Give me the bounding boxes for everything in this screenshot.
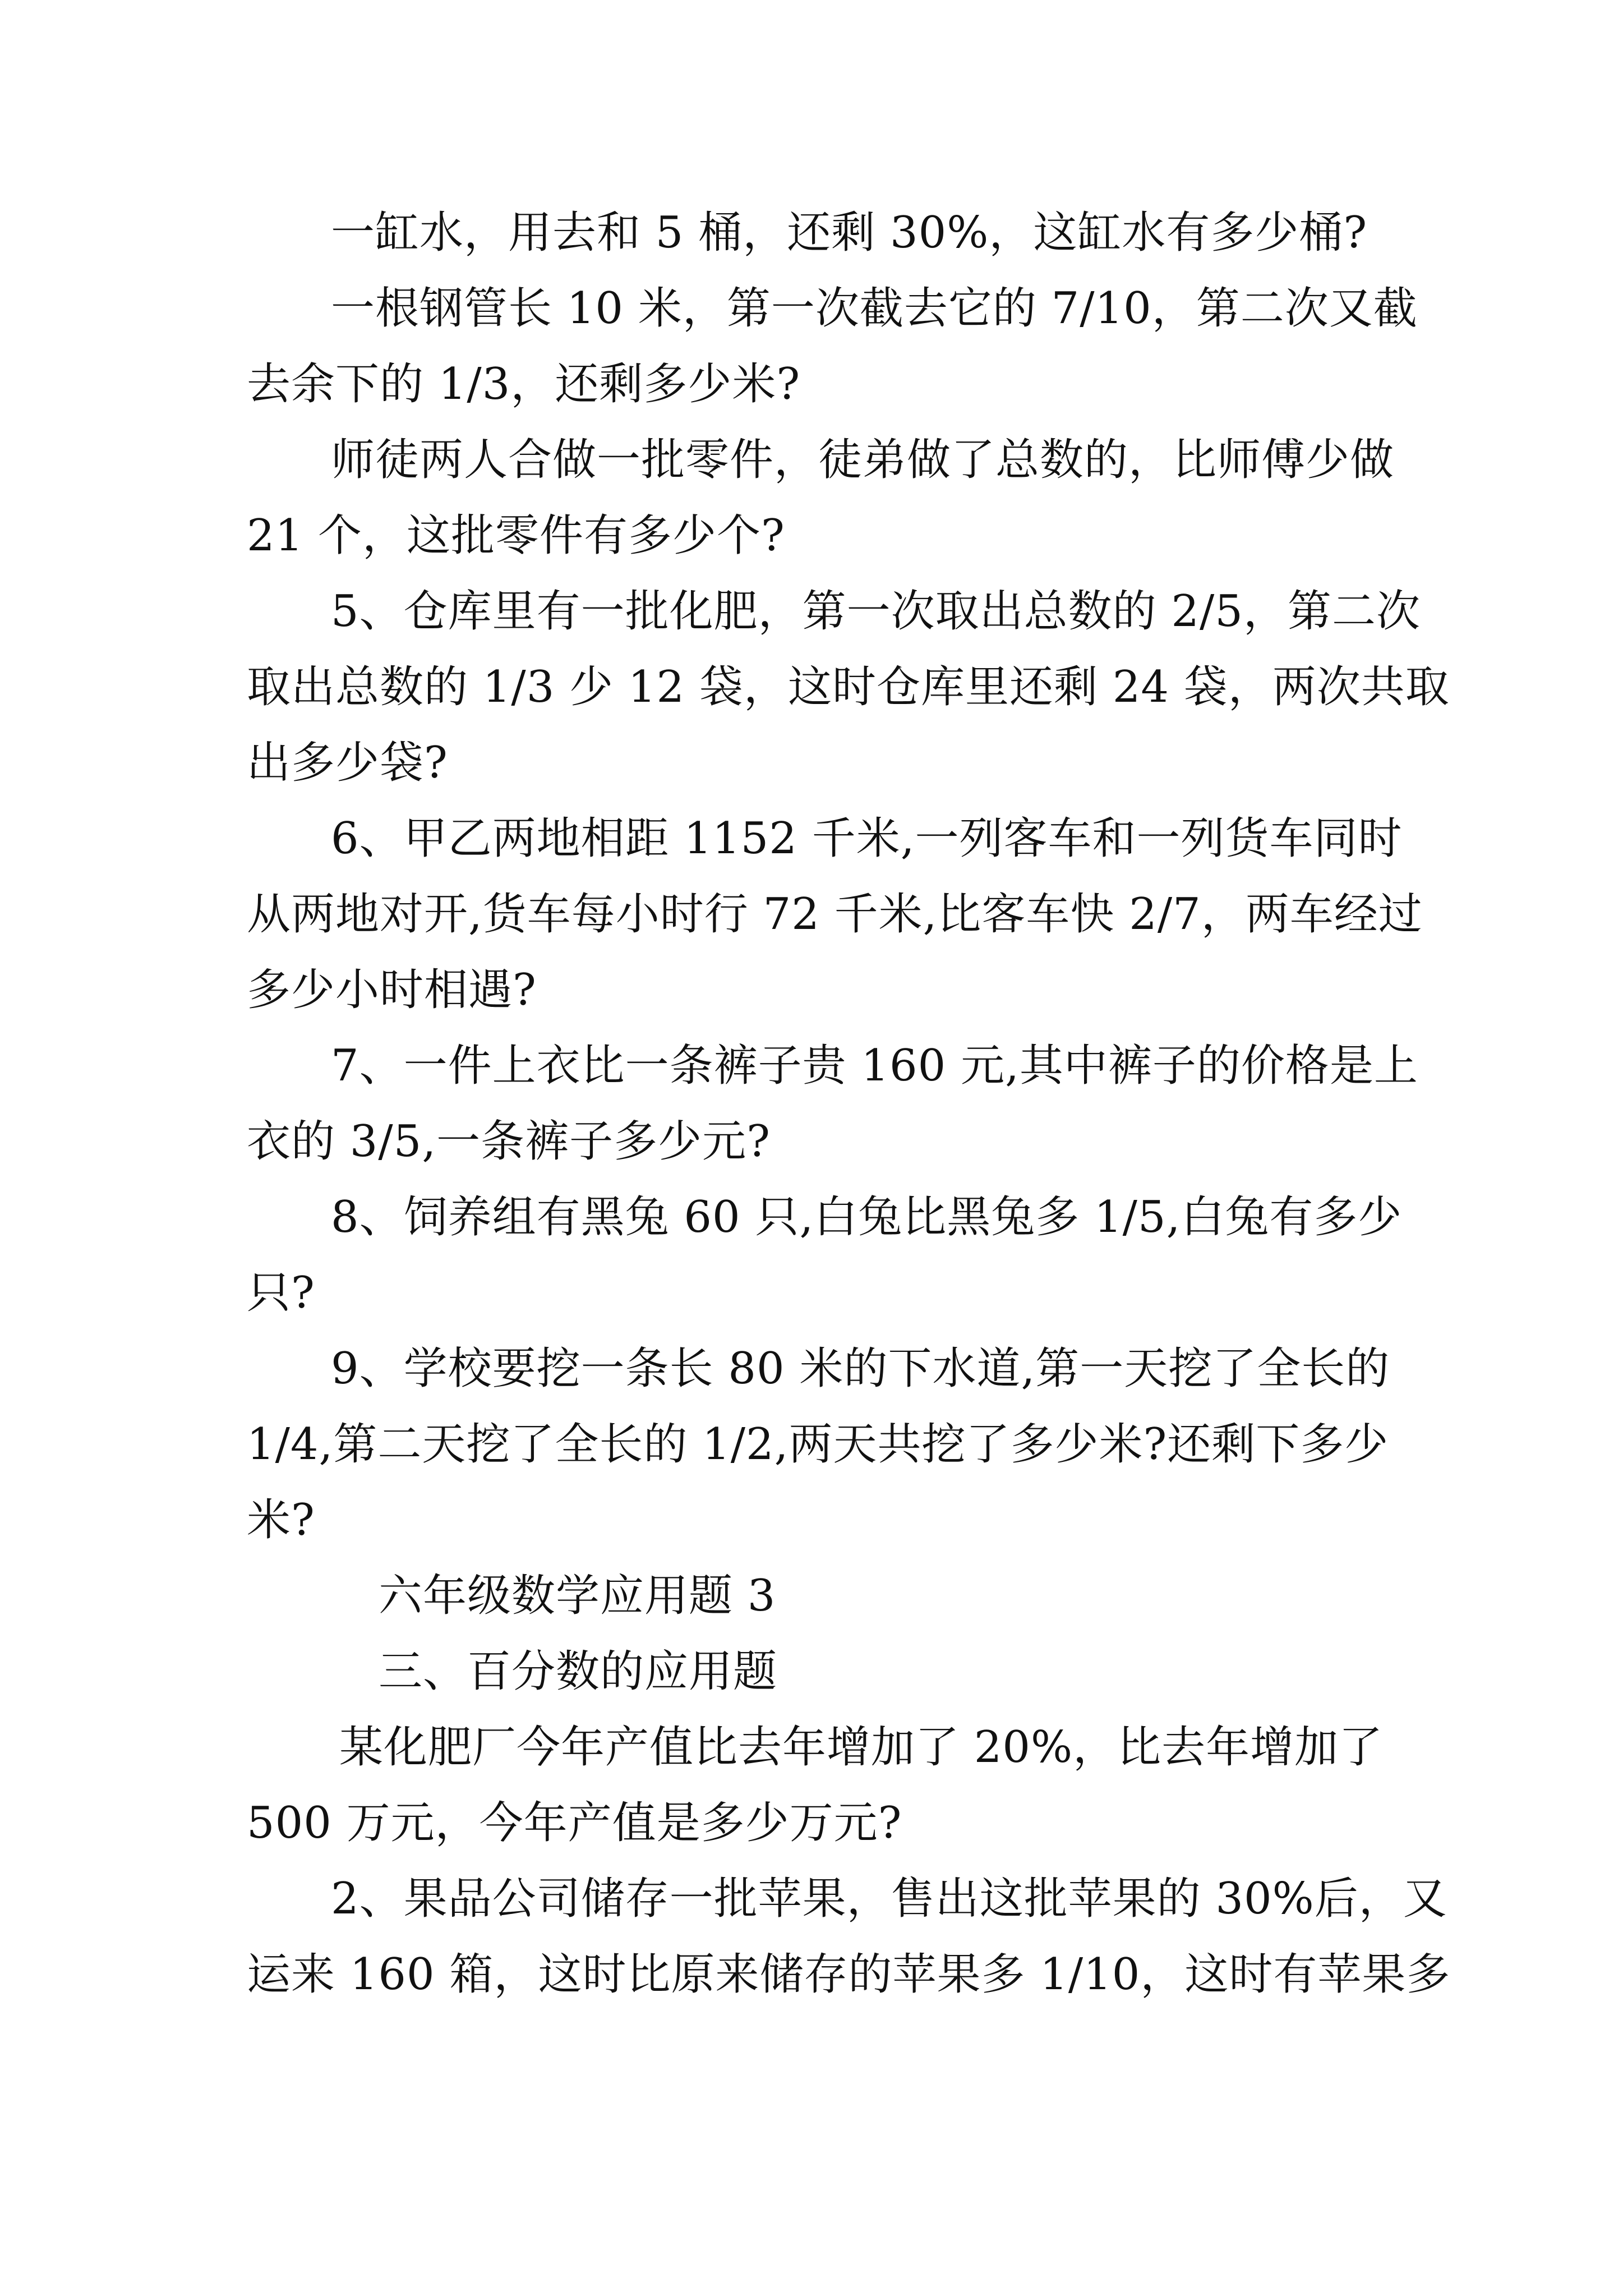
problem-9-line-2: 1/4,第二天挖了全长的 1/2,两天共挖了多少米?还剩下多少 — [247, 1419, 1389, 1470]
problem-5-line-3: 出多少袋? — [247, 738, 448, 788]
problem-6-line-1: 6、甲乙两地相距 1152 千米,一列客车和一列货车同时 — [331, 813, 1403, 864]
problem-master-apprentice-line-1: 师徒两人合做一批零件，徒弟做了总数的，比师傅少做 — [331, 435, 1395, 485]
problem-9-line-1: 9、学校要挖一条长 80 米的下水道,第一天挖了全长的 — [331, 1343, 1390, 1394]
problem-9-line-3: 米? — [247, 1495, 315, 1545]
problem-8-line-2: 只? — [247, 1268, 315, 1318]
problem-master-apprentice-line-2: 21 个，这批零件有多少个? — [247, 510, 785, 561]
problem-steel-pipe-line-2: 去余下的 1/3，还剩多少米? — [247, 359, 801, 409]
problem-5-line-1: 5、仓库里有一批化肥，第一次取出总数的 2/5，第二次 — [331, 586, 1421, 637]
problem-water-tank-line-1: 一缸水，用去和 5 桶，还剩 30%，这缸水有多少桶? — [331, 208, 1368, 258]
percent-problem-2-line-1: 2、果品公司储存一批苹果，售出这批苹果的 30%后，又 — [331, 1874, 1447, 1924]
problem-6-line-2: 从两地对开,货车每小时行 72 千米,比客车快 2/7，两车经过 — [247, 889, 1423, 940]
percent-problem-1-line-1: 某化肥厂今年产值比去年增加了 20%，比去年增加了 — [339, 1722, 1384, 1773]
problem-7-line-2: 衣的 3/5,一条裤子多少元? — [247, 1116, 771, 1167]
problem-7-line-1: 7、一件上衣比一条裤子贵 160 元,其中裤子的价格是上 — [331, 1041, 1418, 1091]
section-title: 六年级数学应用题 3 — [379, 1571, 776, 1621]
problem-6-line-3: 多少小时相遇? — [247, 965, 537, 1015]
problem-8-line-1: 8、饲养组有黑兔 60 只,白兔比黑兔多 1/5,白兔有多少 — [331, 1192, 1403, 1243]
problem-steel-pipe-line-1: 一根钢管长 10 米，第一次截去它的 7/10，第二次又截 — [331, 283, 1418, 334]
percent-problem-2-line-2: 运来 160 箱，这时比原来储存的苹果多 1/10，这时有苹果多 — [247, 1949, 1451, 2000]
percent-problem-1-line-2: 500 万元，今年产值是多少万元? — [247, 1798, 902, 1848]
problem-5-line-2: 取出总数的 1/3 少 12 袋，这时仓库里还剩 24 袋，两次共取 — [247, 662, 1450, 712]
section-heading: 三、百分数的应用题 — [379, 1646, 778, 1697]
